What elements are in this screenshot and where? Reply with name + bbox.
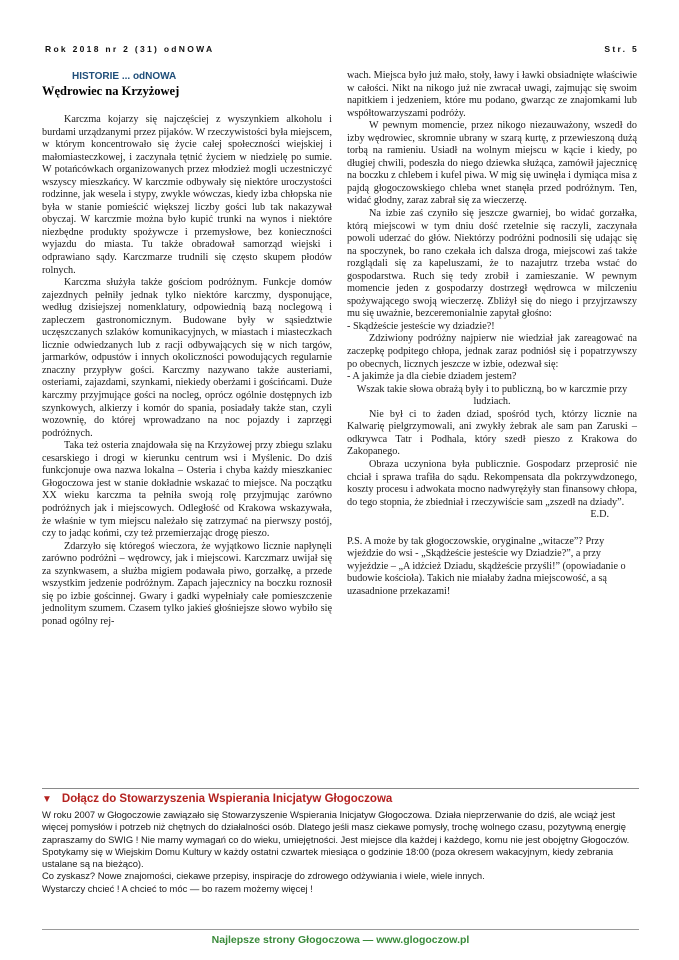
- paragraph: wach. Miejsca było już mało, stoły, ławy i ławki obsiadnięte właściwie w całości. Nikt na nikogo już nie zwracał uwagi, zajmując się swoim napitkiem i jedzeniem, które mu podano, gwarząc ze znajomkami lub współtowarzyszami podróży.: [347, 70, 637, 119]
- page-number: Str. 5: [604, 44, 639, 54]
- banner-body: [42, 809, 639, 895]
- paragraph: Obraza uczyniona była publicznie. Gospodarz przeprosić nie chciał i sprawa trafiła do sądu. Rekompensata dla pokrzywdzonego, koszty procesu i adwokata mocno nadwyrężyły stan finansowy chłopa, do tego stopnia, że zbiedniał i rzeczywiście sam „zszedł na dziady”.: [347, 458, 637, 508]
- article-column-right: [347, 70, 637, 598]
- paragraph: Wszak takie słowa obrażą były i to publiczną, bo w karczmie przy ludziach.: [356, 383, 628, 408]
- section-label: HISTORIE ... odNOWA: [72, 71, 177, 82]
- banner-paragraph: Wystarczy chcieć ! A chcieć to móc — bo razem możemy więcej !: [42, 882, 313, 894]
- postscript: P.S. A może by tak głogoczowskie, oryginalne „witacze”? Przy wjeździe do wsi - „Skądżeście jesteście wy Dziadzie?”, a przy wyjeździe – „A idźcież Dziadu, skądżeście przyśli!” (opowiadanie o budowie kościoła). Takich nie miałaby żadna miejscowość, a są uzasadnione przekazami!: [347, 535, 626, 597]
- paragraph: Zdarzyło się któregoś wieczora, że wyjątkowo licznie napłynęli zarówno podróżni – wędrowcy, jak i miejscowi. Karczmarz uwijał się za szynkwasem, a służba migiem podawała piwo, gorzałkę, a przede wszystkim jedzenie podróżnym. Zapach jajecznicy na boczku roznosił się po izbie gościnnej. Gwary i gadki wypełniały całe pomieszczenie jednolitym szumem. Czasem tylko jakieś głośniejsze słowo wybiło się ponad ogólny rej-: [42, 540, 332, 627]
- paragraph: Na izbie zaś czyniło się jeszcze gwarniej, bo widać gorzałka, którą miejscowi w tym dniu dość rzetelnie się raczyli, zaczynała powoli uderzać do głów. Niektórzy podróżni podnosili się udając się na spoczynek, bo rano czekała ich dalsza droga, miejscowi zaś także rozglądali się za kapeluszami, że to nazajutrz trzeba wstać do gospodarstwa. Ruch się tedy zrobił i zamieszanie. W pewnym momencie jeden z gospodarzy dostrzegł wędrowca w milczeniu spożywającego swoją wieczerzę. Zbliżył się do niego i przyjrzawszy mu się uważnie, bezceremonialnie zapytał głośno:: [347, 208, 637, 320]
- article-title: Wędrowiec na Krzyżowej: [42, 84, 180, 98]
- paragraph: Taka też osteria znajdowała się na Krzyżowej przy zbiegu szlaku cesarskiego i drogi w kierunku centrum wsi i Myślenic. Do dziś funkcjonuje owa nazwa lokalna – Osteria i chyba każdy mieszkaniec Głogoczowa jest w stanie dokładnie wskazać to miejsce. Na początku XX wieku karczma ta pełniła swoją rolę przyjmując zarówno podróżnych jak i miejscowych. Odległość od Krakowa wskazywała, że właśnie w tym miejscu należało się zatrzymać na pierwszy postój, czy to jadąc końmi, czy też przemierzając drogę pieszo.: [42, 440, 332, 540]
- article-column-left: [42, 70, 332, 628]
- banner-title: [42, 792, 639, 807]
- association-banner: [42, 788, 639, 895]
- author-signature: E.D.: [590, 509, 609, 521]
- banner-paragraph: Co zyskasz? Nowe znajomości, ciekawe przepisy, inspiracje do zdrowego odżywiania i wiele, wiele innych.: [42, 870, 485, 882]
- page-header: [45, 44, 639, 58]
- dialogue-line: - Skądżeście jesteście wy dziadzie?!: [347, 320, 495, 332]
- banner-paragraph: W roku 2007 w Głogoczowie zawiązało się Stowarzyszenie Wspierania Inicjatyw Głogoczowa. Działa nieprzerwanie do dziś, ale wciąż jest więcej pomysłów i potrzeb niż chętnych do działalności osób. Dlatego jeśli masz ciekawe pomysły, trochę wolnego czasu, pozytywną energię zapraszamy do SWIG ! Nie mamy wymagań co do wieku, umiejętności. Jest miejsce dla każdej i każdego, komu nie jest obojętny Głogoczów. Spotykamy się w Wiejskim Domu Kultury w każdy ostatni czwartek miesiąca o godzinie 18:00 (poza okresem wakacyjnym, kiedy zebrania ustalane są na bieżąco).: [42, 809, 630, 870]
- spacer: [347, 522, 637, 536]
- paragraph: Karczma kojarzy się najczęściej z wyszynkiem alkoholu i burdami urządzanymi przez pijaków. W rzeczywistości była miejscem, w którym koncentrowało się życie całej społeczności wiejskiej i małomiasteczkowej, i zaczynała tętnić życiem w niedzielę po sumie. W potańcówkach organizowanych przez młodzież mogli uczestniczyć wszyscy mieszkańcy. W karczmie odbywały się niektóre uroczystości rodzinne, jak wesela i stypy, zwykle wówczas, kiedy izba chłopska nie była w stanie pomieścić większej liczby gości lub tak nakazywał obyczaj. W karczmie można było kupić trunki na wynos i niektóre niezbędne produkty spożywcze i przemysłowe, bez konieczności wyjazdu do miasta. Tu także obradował samorząd wiejski i odprawiano sądy. Karczmarze trudnili się często skupem płodów rolnych.: [42, 114, 332, 276]
- dialogue-line: - A jakimże ja dla ciebie dziadem jestem?: [347, 371, 517, 383]
- triangle-down-icon: ▼: [42, 794, 52, 805]
- issue-info: Rok 2018 nr 2 (31) odNOWA: [45, 44, 215, 54]
- paragraph: Nie był ci to żaden dziad, spośród tych, którzy licznie na Kalwarię pielgrzymowali, ani zwykły żebrak ale sam pan Zaruski – odkrywca Tatr i Podhala, który szedł pieszo z Krakowa do Zakopanego.: [347, 408, 637, 458]
- paragraph: Karczma służyła także gościom podróżnym. Funkcje domów zajezdnych pełniły jednak tylko niektóre karczmy, dysponujące, według dzisiejszej nomenklatury, odpowiednią bazą noclegową i zapleczem gastronomicznym. Budowane były w sąsiedztwie uczęszczanych szlaków komunikacyjnych, w miastach i miasteczkach licznie odwiedzanych lub z racji odbywających się w nich targów, jarmarków, odpustów i innych okoliczności powodujących regularnie znaczny przypływ gości. Karczmy nazywano także austeriami, osteriami, zajazdami, szynkami, niekiedy oberżami i gościńcami. Duże karczmy przyjmujące gości na nocleg, oprócz ogólnie dostępnych izb szynkowych, alkierzy i komór do spania, posiadały także stan, czyli wozownię, do której wprowadzano na noc pojazdy i zaprzęgi podróżnych.: [42, 277, 332, 439]
- paragraph: W pewnym momencie, przez nikogo niezauważony, wszedł do izby wędrowiec, skromnie ubrany w szarą kurtę, z przewieszoną dużą torbą na ramieniu. Usiadł na wolnym miejscu w kącie i kiedy, po długiej chwili, podeszła do niego dziewka służąca, zamówił jajecznicę na boczku z chlebem i kufel piwa. W mig się uwinęła i dymiąca misa z pajdą głogoczowskiego chleba wnet stanęła przed podróżnym. Ten, widać głodny, zaraz zabrał się za wieczerzę.: [347, 120, 637, 207]
- paragraph: Zdziwiony podróżny najpierw nie wiedział jak zareagować na zaczepkę podpitego chłopa, jednak zaraz podniósł się i popatrzywszy po obecnych, licznych jeszcze w izbie, odezwał się:: [347, 333, 637, 370]
- page-footer: Najlepsze strony Głogoczowa — www.glogoczow.pl: [42, 929, 639, 946]
- banner-title-text: Dołącz do Stowarzyszenia Wspierania Inicjatyw Głogoczowa: [61, 793, 393, 805]
